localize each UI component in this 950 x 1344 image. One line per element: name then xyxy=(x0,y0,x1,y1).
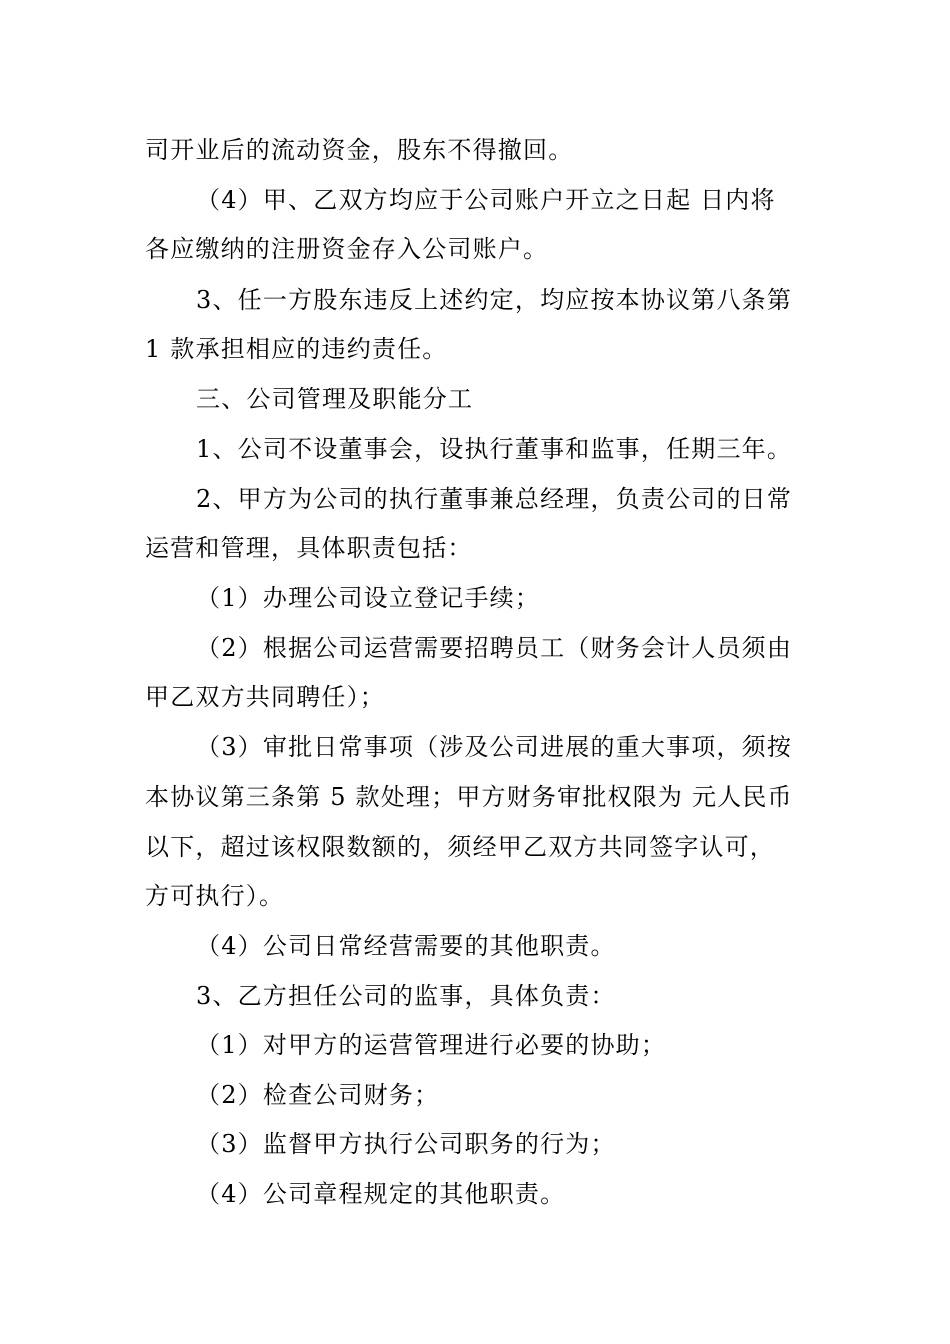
section-heading: 三、公司管理及职能分工 xyxy=(196,385,474,413)
text-line: （3）监督甲方执行公司职务的行为； xyxy=(196,1130,616,1158)
text-line: 甲乙双方共同聘任）； xyxy=(145,683,385,711)
text-line: 方可执行）。 xyxy=(145,882,285,910)
text-line: 本协议第三条第 5 款处理；甲方财务审批权限为 元人民币 xyxy=(145,783,793,811)
text-line: 3、任一方股东违反上述约定，均应按本协议第八条第 xyxy=(196,286,793,314)
text-line: （4）公司日常经营需要的其他职责。 xyxy=(196,932,616,960)
text-line: 司开业后的流动资金，股东不得撤回。 xyxy=(145,136,574,164)
text-line: （1）对甲方的运营管理进行必要的协助； xyxy=(196,1031,667,1059)
text-line: （2）根据公司运营需要招聘员工（财务会计人员须由 xyxy=(196,634,793,662)
text-line: 各应缴纳的注册资金存入公司账户。 xyxy=(145,235,549,263)
text-line: 3、乙方担任公司的监事，具体负责： xyxy=(196,982,616,1010)
text-line: 1 款承担相应的违约责任。 xyxy=(145,335,448,363)
text-line: （3）审批日常事项（涉及公司进展的重大事项，须按 xyxy=(196,733,793,761)
text-line: 以下，超过该权限数额的，须经甲乙双方共同签字认可， xyxy=(145,833,775,861)
text-line: （2）检查公司财务； xyxy=(196,1081,440,1109)
text-line: （4）公司章程规定的其他职责。 xyxy=(196,1180,566,1208)
text-line: 2、甲方为公司的执行董事兼总经理，负责公司的日常 xyxy=(196,485,793,513)
text-line: 运营和管理，具体职责包括： xyxy=(145,534,473,562)
text-line: （4）甲、乙双方均应于公司账户开立之日起 日内将 xyxy=(196,186,776,214)
text-line: （1）办理公司设立登记手续； xyxy=(196,584,541,612)
text-line: 1、公司不设董事会，设执行董事和监事，任期三年。 xyxy=(196,435,793,463)
